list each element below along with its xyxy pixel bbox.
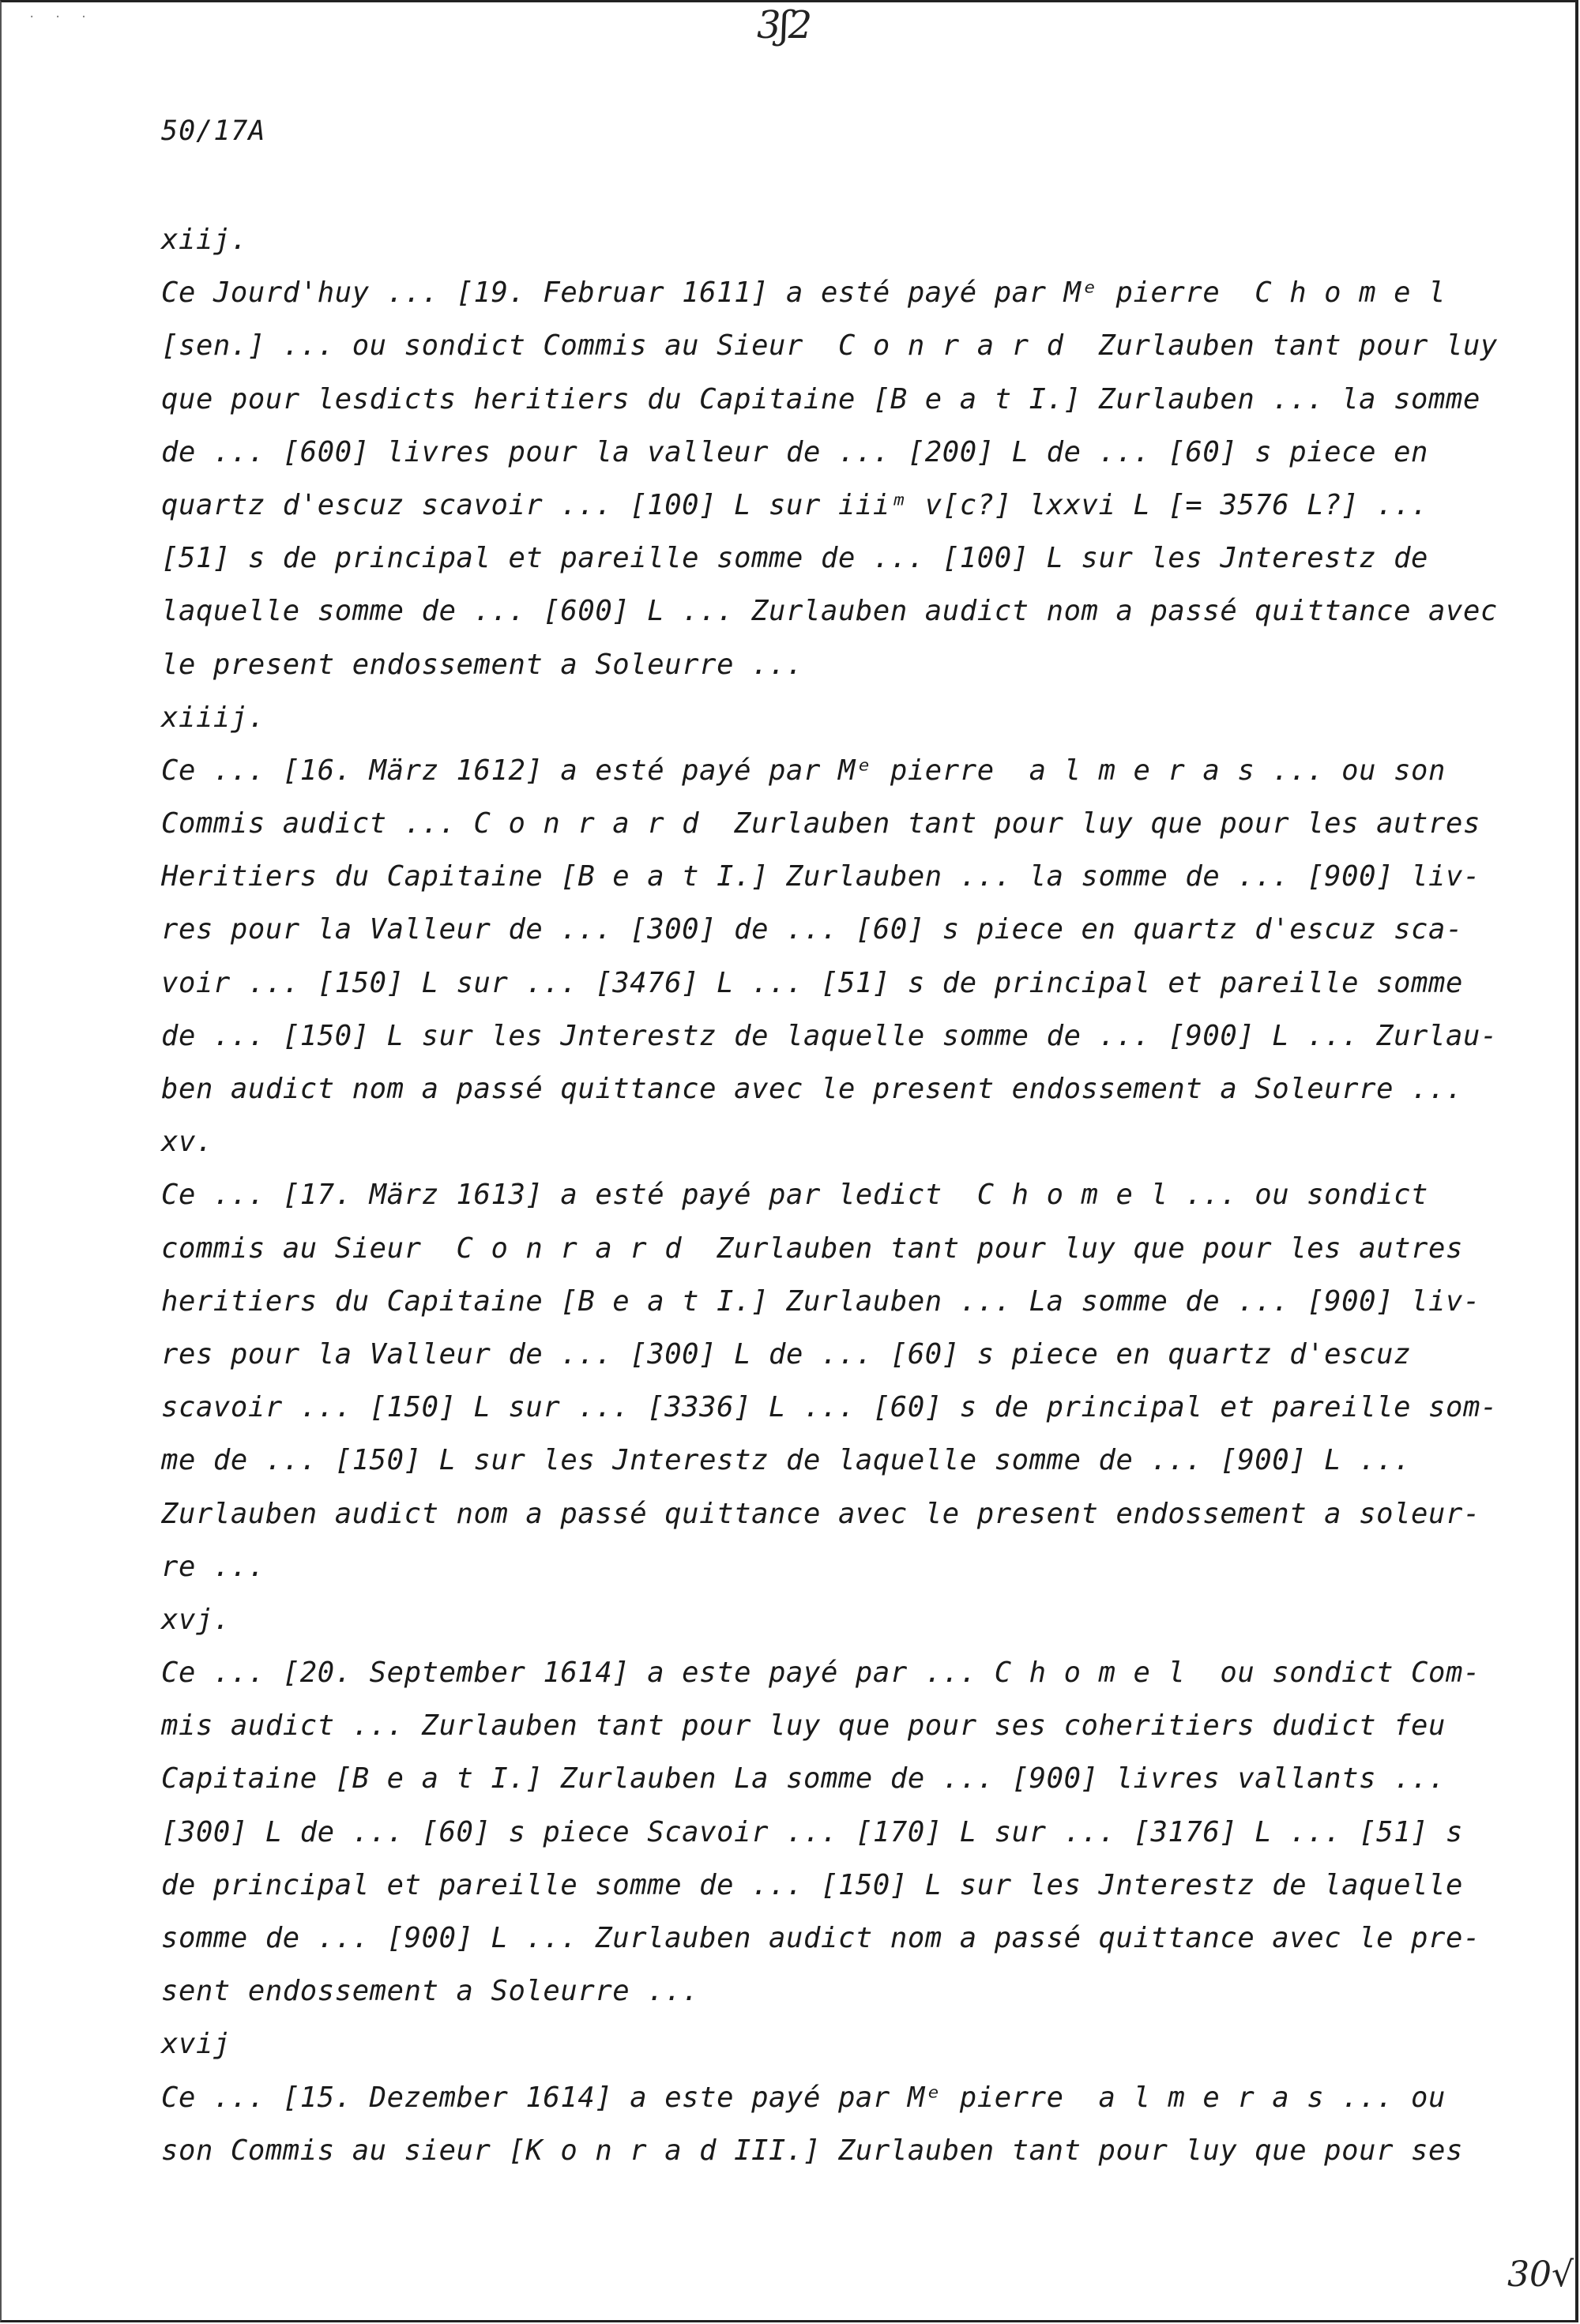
text-line: Commis audict ... C o n r a r d Zurlauben tant pour luy que pour les autres bbox=[161, 807, 1480, 840]
text-line: Ce ... [15. Dezember 1614] a este payé par Mᵉ pierre a l m e r a s ... ou bbox=[161, 2081, 1446, 2114]
text-line: res pour la Valleur de ... [300] de ... [60] s piece en quartz d'escuz sca- bbox=[161, 913, 1463, 946]
text-line: res pour la Valleur de ... [300] L de ... [60] s piece en quartz d'escuz bbox=[161, 1337, 1412, 1371]
text-line: somme de ... [900] L ... Zurlauben audict nom a passé quittance avec le pre- bbox=[161, 1922, 1480, 1954]
entry-number: xiiij. bbox=[161, 701, 265, 734]
text-line: Ce Jourd'huy ... [19. Februar 1611] a esté payé par Mᵉ pierre C h o m e l bbox=[161, 276, 1446, 310]
text-line: quartz d'escuz scavoir ... [100] L sur iiiᵐ v[c?] lxxvi L [= 3576 L?] ... bbox=[161, 488, 1429, 521]
text-line: scavoir ... [150] L sur ... [3336] L ... [60] s de principal et pareille som- bbox=[161, 1391, 1498, 1424]
text-line: que pour lesdicts heritiers du Capitaine [B e a t I.] Zurlauben ... la somme bbox=[161, 382, 1480, 416]
text-line: de principal et pareille somme de ... [150] L sur les Jnterestz de laquelle bbox=[161, 1868, 1463, 1901]
text-line: mis audict ... Zurlauben tant pour luy que pour ses coheritiers dudict feu bbox=[161, 1709, 1446, 1743]
archive-reference: 50/17A bbox=[161, 115, 266, 147]
scan-artifact: · · · bbox=[28, 11, 94, 24]
text-line: Ce ... [17. März 1613] a esté payé par ledict C h o m e l ... ou sondict bbox=[161, 1179, 1429, 1212]
handwritten-corner-mark: 30√ bbox=[1507, 2254, 1574, 2295]
handwritten-page-number: 3ʃ2 bbox=[757, 3, 811, 47]
text-line: laquelle somme de ... [600] L ... Zurlauben audict nom a passé quittance avec bbox=[161, 595, 1498, 628]
text-line: me de ... [150] L sur les Jnterestz de laquelle somme de ... [900] L ... bbox=[161, 1444, 1412, 1477]
document-body bbox=[161, 213, 1498, 2177]
text-line: heritiers du Capitaine [B e a t I.] Zurlauben ... La somme de ... [900] liv- bbox=[161, 1284, 1480, 1318]
entry-number: xv. bbox=[161, 1126, 213, 1159]
text-line: Ce ... [16. März 1612] a esté payé par Mᵉ pierre a l m e r a s ... ou son bbox=[161, 754, 1446, 787]
text-line: Heritiers du Capitaine [B e a t I.] Zurlauben ... la somme de ... [900] liv- bbox=[161, 860, 1480, 893]
text-line: voir ... [150] L sur ... [3476] L ... [51] s de principal et pareille somme bbox=[161, 966, 1463, 999]
entry-number: xvj. bbox=[161, 1603, 231, 1636]
text-line: re ... bbox=[161, 1550, 265, 1583]
entry-number: xiij. bbox=[161, 224, 248, 256]
entry-number: xvij bbox=[161, 2028, 231, 2061]
text-line: Capitaine [B e a t I.] Zurlauben La somme de ... [900] livres vallants ... bbox=[161, 1762, 1446, 1796]
text-line: sent endossement a Soleurre ... bbox=[161, 1975, 700, 2008]
text-line: commis au Sieur C o n r a r d Zurlauben tant pour luy que pour les autres bbox=[161, 1232, 1463, 1265]
text-line: de ... [600] livres pour la valleur de ... [200] L de ... [60] s piece en bbox=[161, 435, 1429, 468]
text-line: [sen.] ... ou sondict Commis au Sieur C o n r a r d Zurlauben tant pour luy bbox=[161, 329, 1498, 363]
text-line: de ... [150] L sur les Jnterestz de laquelle somme de ... [900] L ... Zurlau- bbox=[161, 1019, 1498, 1052]
text-line: Ce ... [20. September 1614] a este payé par ... C h o m e l ou sondict Com- bbox=[161, 1657, 1480, 1690]
text-line: Zurlauben audict nom a passé quittance avec le present endossement a soleur- bbox=[161, 1497, 1480, 1530]
text-line: ben audict nom a passé quittance avec le present endossement a Soleurre ... bbox=[161, 1073, 1463, 1105]
text-line: [51] s de principal et pareille somme de ... [100] L sur les Jnterestz de bbox=[161, 542, 1429, 575]
text-line: son Commis au sieur [K o n r a d III.] Zurlauben tant pour luy que pour ses bbox=[161, 2134, 1463, 2167]
text-line: le present endossement a Soleurre ... bbox=[161, 648, 803, 681]
text-line: [300] L de ... [60] s piece Scavoir ... [170] L sur ... [3176] L ... [51] s bbox=[161, 1815, 1463, 1848]
